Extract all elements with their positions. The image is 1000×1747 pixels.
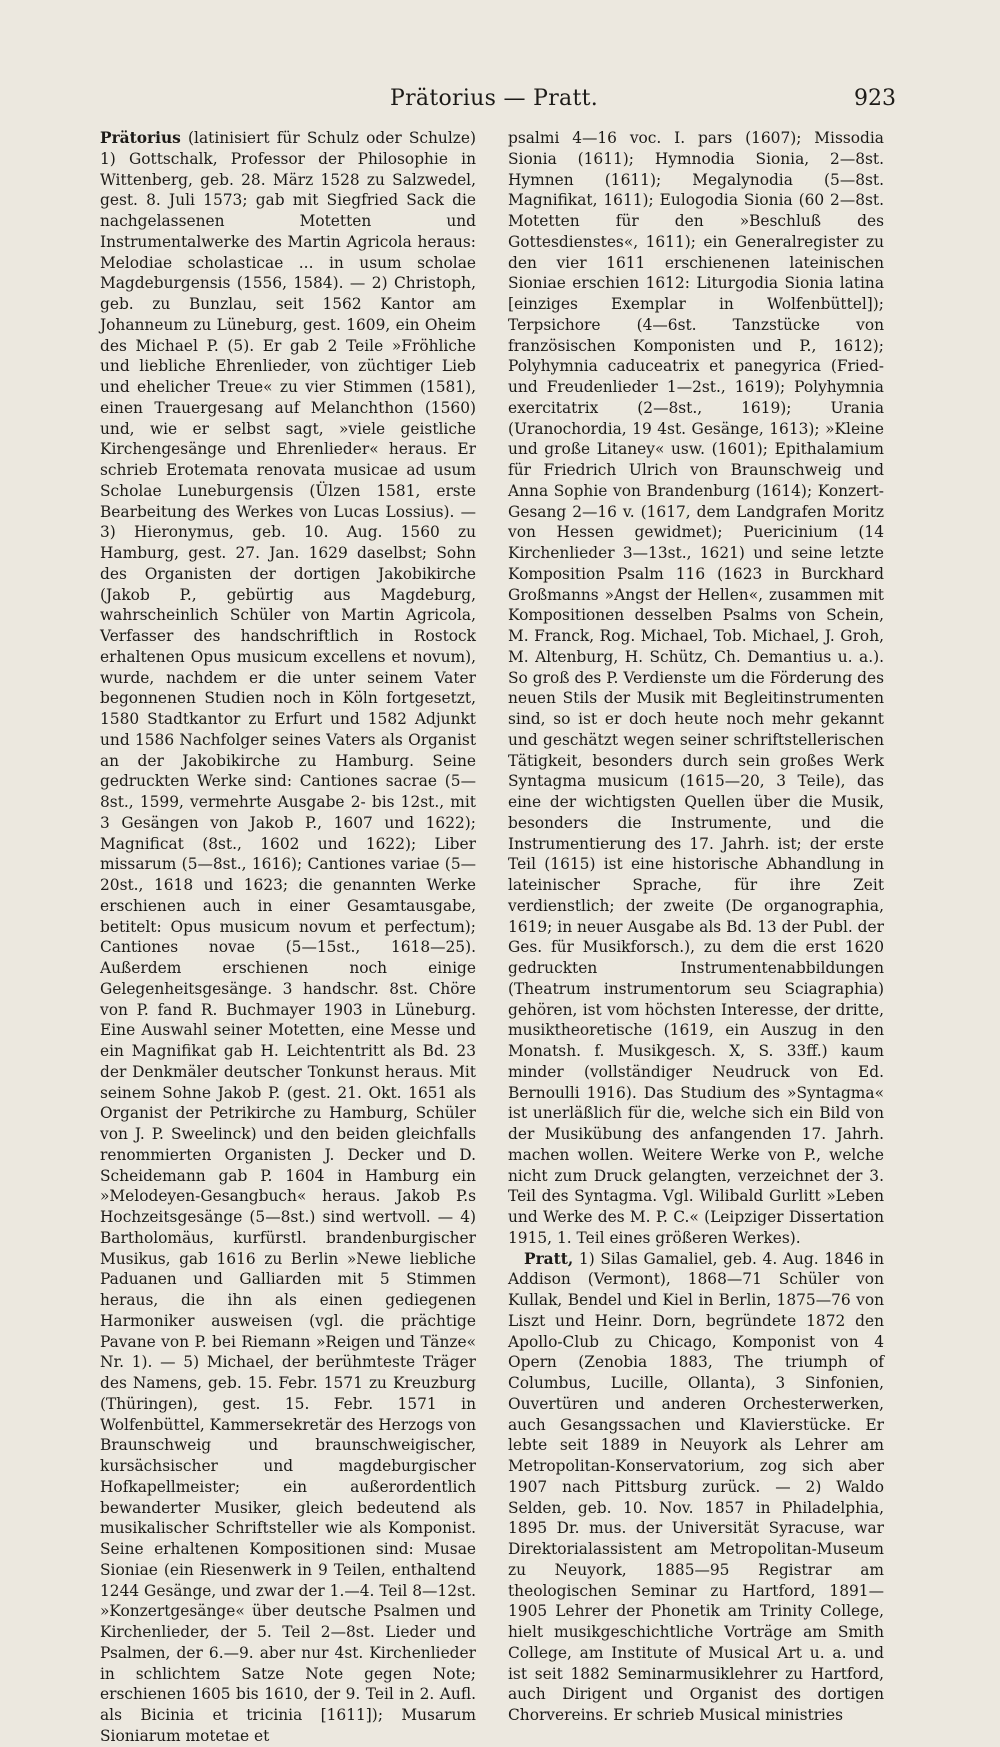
right-column: [508, 128, 884, 1726]
running-title: Prätorius — Pratt.: [390, 86, 599, 111]
left-column: [100, 128, 476, 1747]
entry-praetorius-continued: psalmi 4—16 voc. I. pars (1607); Missodia Sionia (1611); Hymnodia Sionia, 2—8st. Hymnen (1611); Megalynodia (5—8st. Magnifikat, 1611); Eulogodia Sionia (60 2—8st. Motetten für den »Beschluß des Gottesdienstes«, 1611); ein Generalregister zu den vier 1611 erschienenen lateinischen Sioniae erschien 1612: Liturgodia Sionia latina [einziges Exemplar in Wolfenbüttel]); Terpsichore (4—6st. Tanzstücke von französischen Komponisten und P., 1612); Polyhymnia caduceatrix et panegyrica (Fried- und Freudenlieder 1—2st., 1619); Polyhymnia exercitatrix (2—8st., 1619); Urania (Uranochordia, 19 4st. Gesänge, 1613); »Kleine und große Litaney« usw. (1601); Epithalamium für Friedrich Ulrich von Braunschweig und Anna Sophie von Brandenburg (1614); Konzert-Gesang 2—16 v. (1617, dem Landgrafen Moritz von Hessen gewidmet); Puericinium (14 Kirchenlieder 3—13st., 1621) und seine letzte Komposition Psalm 116 (1623 in Burckhard Großmanns »Angst der Hellen«, zusammen mit Kompositionen desselben Psalms von Schein, M. Franck, Rog. Michael, Tob. Michael, J. Groh, M. Altenburg, H. Schütz, Ch. Demantius u. a.). So groß des P. Verdienste um die Förderung des neuen Stils der Musik mit Begleitinstrumenten sind, so ist er doch heute noch mehr gekannt und geschätzt wegen seiner schriftstellerischen Tätigkeit, besonders durch sein großes Werk Syntagma musicum (1615—20, 3 Teile), das eine der wichtigsten Quellen über die Musik, besonders die Instrumente, und die Instrumentierung des 17. Jahrh. ist; der erste Teil (1615) ist eine historische Abhandlung in lateinischer Sprache, für ihre Zeit verdienstlich; der zweite (De organographia, 1619; in neuer Ausgabe als Bd. 13 der Publ. der Ges. für Musikforsch.), zu dem die erst 1620 gedruckten Instrumentenabbildungen (Theatrum instrumentorum seu Sciagraphia) gehören, ist vom höchsten Interesse, der dritte, musiktheoretische (1619, ein Auszug in den Monatsh. f. Musikgesch. X, S. 33ff.) kaum minder (vollständiger Neudruck von Ed. Bernoulli 1916). Das Studium des »Syntagma« ist unerläßlich für die, welche sich ein Bild von der Musikübung des anfangenden 17. Jahrh. machen wollen. Weitere Werke von P., welche nicht zum Druck gelangten, verzeichnet der 3. Teil des Syntagma. Vgl. Wilibald Gurlitt »Leben und Werke des M. P. C.« (Leipziger Dissertation 1915, 1. Teil eines größeren Werkes).: [508, 129, 884, 1247]
page-number: 923: [854, 86, 896, 111]
entry-pratt: [508, 1249, 884, 1726]
entry-praetorius: [100, 128, 476, 1747]
entry-text: (latinisiert für Schulz oder Schulze) 1) Gottschalk, Professor der Philosophie in Wittenberg, geb. 28. März 1528 zu Salzwedel, gest. 8. Juli 1573; gab mit Siegfried Sack die nachgelassenen Motetten und Instrumentalwerke des Martin Agricola heraus: Melodiae scholasticae ... in usum scholae Magdeburgensis (1556, 1584). — 2) Christoph, geb. zu Bunzlau, seit 1562 Kantor am Johanneum zu Lüneburg, gest. 1609, ein Oheim des Michael P. (5). Er gab 2 Teile »Fröhliche und liebliche Ehrenlieder, von züchtiger Lieb und ehelicher Treue« zu vier Stimmen (1581), einen Trauergesang auf Melanchthon (1560) und, wie er selbst sagt, »viele geistliche Kirchengesänge und Ehrenlieder« heraus. Er schrieb Erotemata renovata musicae ad usum Scholae Luneburgensis (Ülzen 1581, erste Bearbeitung des Werkes von Lucas Lossius). — 3) Hieronymus, geb. 10. Aug. 1560 zu Hamburg, gest. 27. Jan. 1629 daselbst; Sohn des Organisten der dortigen Jakobikirche (Jakob P., gebürtig aus Magdeburg, wahrscheinlich Schüler von Martin Agricola, Verfasser des handschriftlich in Rostock erhaltenen Opus musicum excellens et novum), wurde, nachdem er die unter seinem Vater begonnenen Studien noch in Köln fortgesetzt, 1580 Stadtkantor zu Erfurt und 1582 Adjunkt und 1586 Nachfolger seines Vaters als Organist an der Jakobikirche zu Hamburg. Seine gedruckten Werke sind: Cantiones sacrae (5—8st., 1599, vermehrte Ausgabe 2- bis 12st., mit 3 Gesängen von Jakob P., 1607 und 1622); Magnificat (8st., 1602 und 1622); Liber missarum (5—8st., 1616); Cantiones variae (5—20st., 1618 und 1623; die genannten Werke erschienen auch in einer Gesamtausgabe, betitelt: Opus musicum novum et perfectum); Cantiones novae (5—15st., 1618—25). Außerdem erschienen noch einige Gelegenheitsgesänge. 3 handschr. 8st. Chöre von P. fand R. Buchmayer 1903 in Lüneburg. Eine Auswahl seiner Motetten, eine Messe und ein Magnifikat gab H. Leichtentritt als Bd. 23 der Denkmäler deutscher Tonkunst heraus. Mit seinem Sohne Jakob P. (gest. 21. Okt. 1651 als Organist der Petrikirche zu Hamburg, Schüler von J. P. Sweelinck) und den beiden gleichfalls renommierten Organisten J. Decker und D. Scheidemann gab P. 1604 in Hamburg ein »Melodeyen-Gesangbuch« heraus. Jakob P.s Hochzeitsgesänge (5—8st.) sind wertvoll. — 4) Bartholomäus, kurfürstl. brandenburgischer Musikus, gab 1616 zu Berlin »Newe liebliche Paduanen und Galliarden mit 5 Stimmen heraus, die ihn als einen gediegenen Harmoniker ausweisen (vgl. die prächtige Pavane von P. bei Riemann »Reigen und Tänze« Nr. 1). — 5) Michael, der berühmteste Träger des Namens, geb. 15. Febr. 1571 zu Kreuzburg (Thüringen), gest. 15. Febr. 1571 in Wolfenbüttel, Kammersekretär des Herzogs von Braunschweig und braunschweigischer, kursächsischer und magdeburgischer Hofkapellmeister; ein außerordentlich bewanderter Musiker, gleich bedeutend als musikalischer Schriftsteller wie als Komponist. Seine erhaltenen Kompositionen sind: Musae Sioniae (ein Riesenwerk in 9 Teilen, enthaltend 1244 Gesänge, und zwar der 1.—4. Teil 8—12st. »Konzertgesänge« über deutsche Psalmen und Kirchenlieder, der 5. Teil 2—8st. Lieder und Psalmen, der 6.—9. aber nur 4st. Kirchenlieder in schlichtem Satze Note gegen Note; erschienen 1605 bis 1610, der 9. Teil in 2. Aufl. als Bicinia et tricinia [1611]); Musarum Sioniarum motetae et: [100, 129, 476, 1745]
entry-headword: Pratt,: [524, 1249, 574, 1268]
page-header: [0, 86, 1000, 120]
entry-headword: Prätorius: [100, 129, 181, 147]
entry-text: 1) Silas Gamaliel, geb. 4. Aug. 1846 in Addison (Vermont), 1868—71 Schüler von Kullak, Bendel und Kiel in Berlin, 1875—76 von Liszt und Heinr. Dorn, begründete 1872 den Apollo-Club zu Chicago, Komponist von 4 Opern (Zenobia 1883, The triumph of Columbus, Lucille, Ollanta), 3 Sinfonien, Ouvertüren und anderen Orchesterwerken, auch Gesangssachen und Klavierstücke. Er lebte seit 1889 in Neuyork als Lehrer am Metropolitan-Konservatorium, zog sich aber 1907 nach Pittsburg zurück. — 2) Waldo Selden, geb. 10. Nov. 1857 in Philadelphia, 1895 Dr. mus. der Universität Syracuse, war Direktorialassistent am Metropolitan-Museum zu Neuyork, 1885—95 Registrar am theologischen Seminar zu Hartford, 1891—1905 Lehrer der Phonetik am Trinity College, hielt musikgeschichtliche Vorträge am Smith College, am Institute of Musical Art u. a. und ist seit 1882 Seminarmusiklehrer zu Hartford, auch Dirigent und Organist des dortigen Chorvereins. Er schrieb Musical ministries: [508, 1249, 884, 1724]
